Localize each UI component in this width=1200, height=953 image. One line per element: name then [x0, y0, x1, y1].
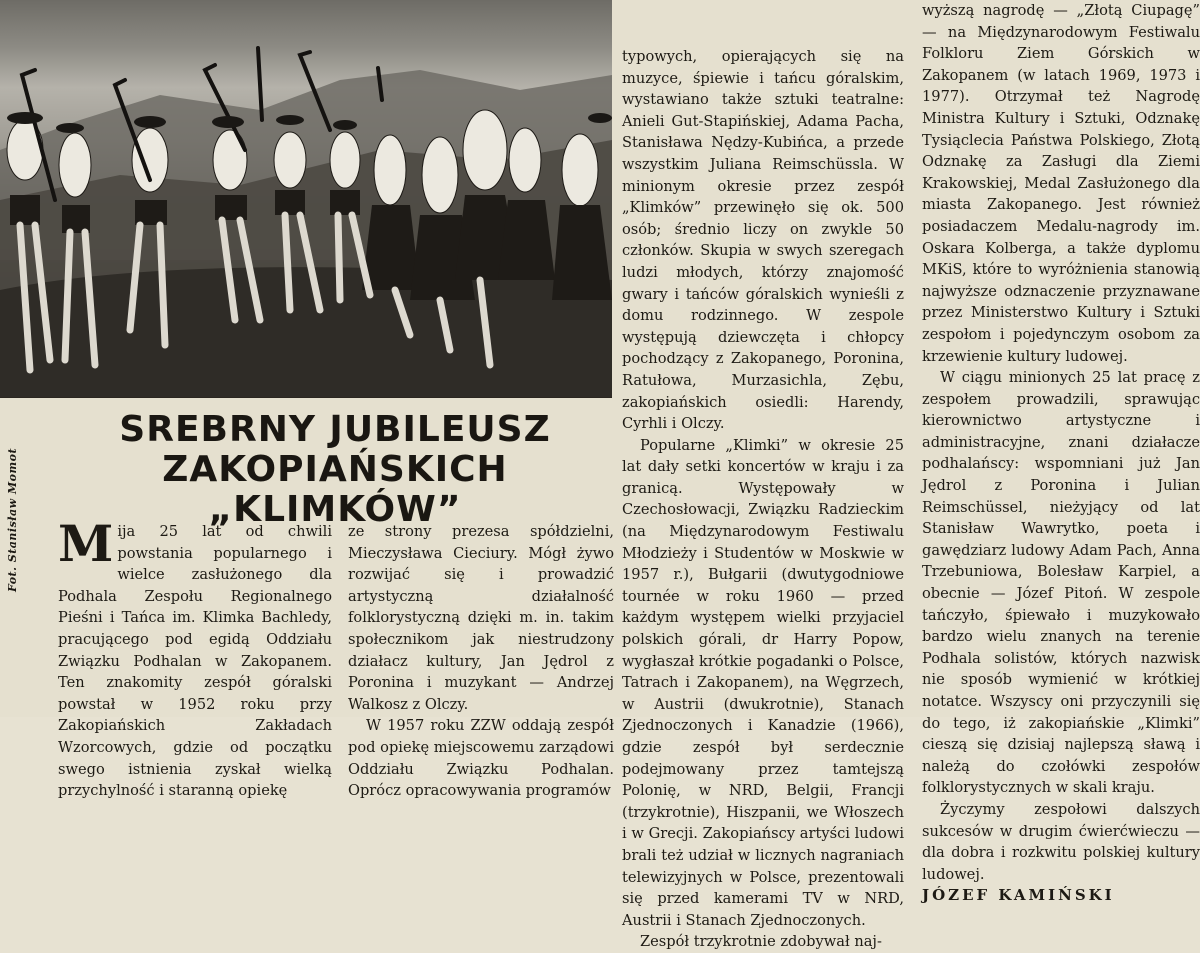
article-title: [100, 410, 570, 530]
photo-credit: Fot. Stanisław Momot: [6, 447, 19, 593]
paragraph: Zespół trzykrotnie zdobywał naj-: [640, 933, 882, 951]
paragraph: wyższą nagrodę — „Złotą Ciupagę” — na Międzynarodowym Festiwalu Folkloru Ziem Górskich w Zakopanem (w latach 1969, 1973 i 1977). Otrzymał też Nagrodę Ministra Kultury i Sztuki, Odznakę Tysiąclecia Państwa Polskiego, Złotą Odznakę za Zasługi dla Ziemi Krakowskiej, Medal Zasłużonego dla miasta Zakopanego. Jest również posiadaczem Medalu-nagrody im. Oskara Kolberga, a także dyplomu MKiS, które to wyróżnienia stanowią najwyższe odznaczenie przyznawane przez Ministerstwo Kultury i Sztuki zespołom i pojedynczym osobom za krzewienie kultury ludowej.: [922, 2, 1200, 365]
title-line-1: SREBRNY JUBILEUSZ: [119, 409, 551, 450]
paragraph: Popularne „Klimki” w okresie 25 lat dały setki koncertów w kraju i za granicą. Występowały w Czechosłowacji, Związku Radzieckim (na Międzynarodowym Festiwalu Młodzieży i Studentów w Moskwie w 1957 r.), Bułgarii (dwutygodniowe tournée w roku 1960 — przed każdym występem wielki przyjaciel polskich górali, dr Harry Popow, wygłaszał krótkie pogadanki o Polsce, Tatrach i Zakopanem), na Węgrzech, w Austrii (dwukrotnie), Stanach Zjednoczonych i Kanadzie (1966), gdzie zespół był serdecznie podejmowany przez tamtejszą Polonię, w NRD, Belgii, Francji (trzykrotnie), Hiszpanii, we Włoszech i w Grecji. Zakopiańscy artyści ludowi brali też udział w licznych nagraniach telewizyjnych w Polsce, prezentowali się przed kamerami TV w NRD, Austrii i Stanach Zjednoczonych.: [622, 436, 904, 929]
text-column-4: [922, 0, 1200, 905]
paragraph: ze strony prezesa spółdzielni, Mieczysława Cieciury. Mógł żywo rozwijać się i prowadzić artystyczną działalność folklorystyczną dzięki m. in. takim społecznikom jak niestrudzony działacz kultury, Jan Jędrol z Poronina i muzykant — Andrzej Walkosz z Olczy.: [348, 523, 614, 713]
paragraph: W ciągu minionych 25 lat pracę z zespołem prowadzili, sprawując kierownictwo artystyczne i administracyjne, znani działacze podhalańscy: wspomniani już Jan Jędrol z Poronina i Julian Reimschüssel, nieżyjący od lat Stanisław Wawrytko, poeta i gawędziarz ludowy Adam Pach, Anna Trzebuniowa, Bolesław Karpiel, a obecnie — Józef Pitoń. W zespole tańczyło, śpiewało i muzykowało bardzo wielu znanych na terenie Podhala solistów, których nazwisk nie sposób wymienić w krótkiej notatce. Wszyscy oni przyczynili się do tego, iż zakopiańskie „Klimki” cieszą się dzisiaj najlepszą sławą i należą do czołówki zespołów folklorystycznych w skali kraju.: [922, 369, 1200, 797]
paragraph: typowych, opierających się na muzyce, śpiewie i tańcu góralskim, wystawiano także sztuki teatralne: Anieli Gut-Stapińskiej, Adama Pacha, Stanisława Nędzy-Kubińca, a przede wszystkim Juliana Reimschüssla. W minionym okresie przez zespół „Klimków” przewinęło się ok. 500 osób; średnio liczy on zwykle 50 członków. Skupia w swych szeregach ludzi młodych, którzy znajomość gwary i tańców góralskich wynieśli z domu rodzinnego. W zespole występują dziewczęta i chłopcy pochodzący z Zakopanego, Poronina, Ratułowa, Murzasichla, Zębu, zakopiańskich osiedli: Harendy, Cyrhli i Olczy.: [622, 48, 904, 433]
text-column-2: [348, 521, 614, 800]
title-line-2: ZAKOPIAŃSKICH: [162, 449, 508, 490]
paragraph: W 1957 roku ZZW oddają zespół pod opiekę miejscowemu zarządowi Oddziału Związku Podhalan. Oprócz opracowywania programów: [348, 717, 614, 800]
text-column-1: [58, 514, 332, 800]
dancers-photo: [0, 0, 612, 398]
paragraph: [58, 514, 332, 802]
paragraph-text: ija 25 lat od chwili powstania popularnego i wielce zasłużonego dla Podhala Zespołu Regionalnego Pieśni i Tańca im. Klimka Bachledy, pracującego pod egidą Oddziału Związku Podhalan w Zakopanem. Ten znakomity zespół góralski powstał w 1952 roku przy Zakopiańskich Zakładach Wzorcowych, gdzie od początku swego istnienia zyskał wielką przychylność i staranną opiekę: [58, 523, 332, 800]
paragraph: Życzymy zespołowi dalszych sukcesów w drugim ćwierćwieczu — dla dobra i rozkwitu polskiej kultury ludowej.: [922, 800, 1200, 883]
text-column-3: [622, 46, 904, 951]
dancers-illustration: [0, 0, 612, 397]
drop-cap: M: [58, 514, 114, 573]
author-signature: JÓZEF KAMIŃSKI: [922, 886, 1115, 905]
title-line-3: „KLIMKÓW”: [208, 489, 462, 530]
